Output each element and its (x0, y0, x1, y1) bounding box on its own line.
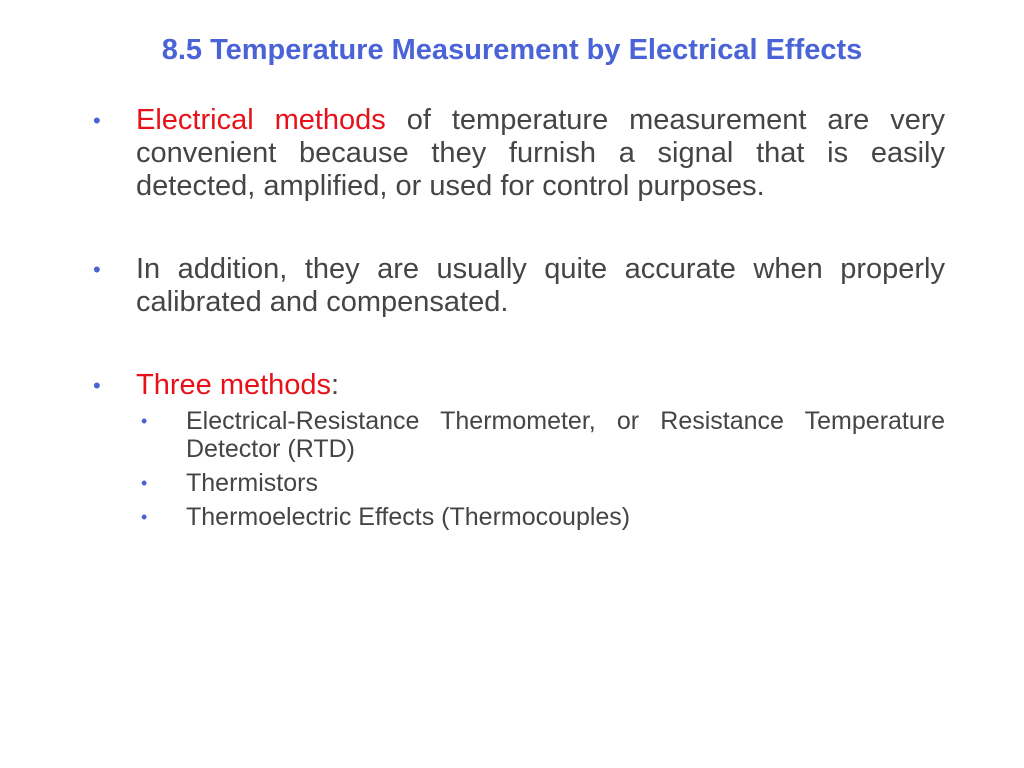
sub-bullet-marker: • (141, 507, 148, 527)
sub-bullet-text: Thermistors (186, 469, 318, 497)
bullet-text: : (331, 369, 340, 401)
highlight-text: Three methods (136, 369, 332, 401)
bullet-text: In addition, they are usually quite accurate when properly calibrated and compensated. (136, 253, 945, 318)
sub-bullet-text: Thermoelectric Effects (Thermocouples) (186, 503, 631, 531)
slide-title: 8.5 Temperature Measurement by Electrical Effects (161, 34, 863, 66)
bullet-list (90, 104, 945, 531)
bullet-item-three-methods (90, 369, 945, 531)
bullet-item-accuracy (90, 253, 945, 319)
sub-bullet-list (136, 407, 945, 531)
sub-bullet-item-rtd (136, 407, 945, 463)
bullet-marker: • (93, 373, 101, 398)
sub-bullet-marker: • (141, 411, 148, 431)
sub-bullet-marker: • (141, 473, 148, 493)
sub-bullet-text: Electrical-Resistance Thermometer, or Resistance Temperature Detector (RTD) (186, 407, 945, 463)
bullet-item-electrical-methods (90, 104, 945, 203)
highlight-text: Electrical methods (136, 104, 386, 136)
bullet-marker: • (93, 257, 101, 282)
bullet-marker: • (93, 108, 101, 133)
bullet-text: of temperature measurement are very convenient because they furnish a signal that is easily detected, amplified, or used for control purposes. (136, 104, 946, 202)
sub-bullet-item-thermocouples (136, 503, 945, 531)
sub-bullet-item-thermistors (136, 469, 945, 497)
